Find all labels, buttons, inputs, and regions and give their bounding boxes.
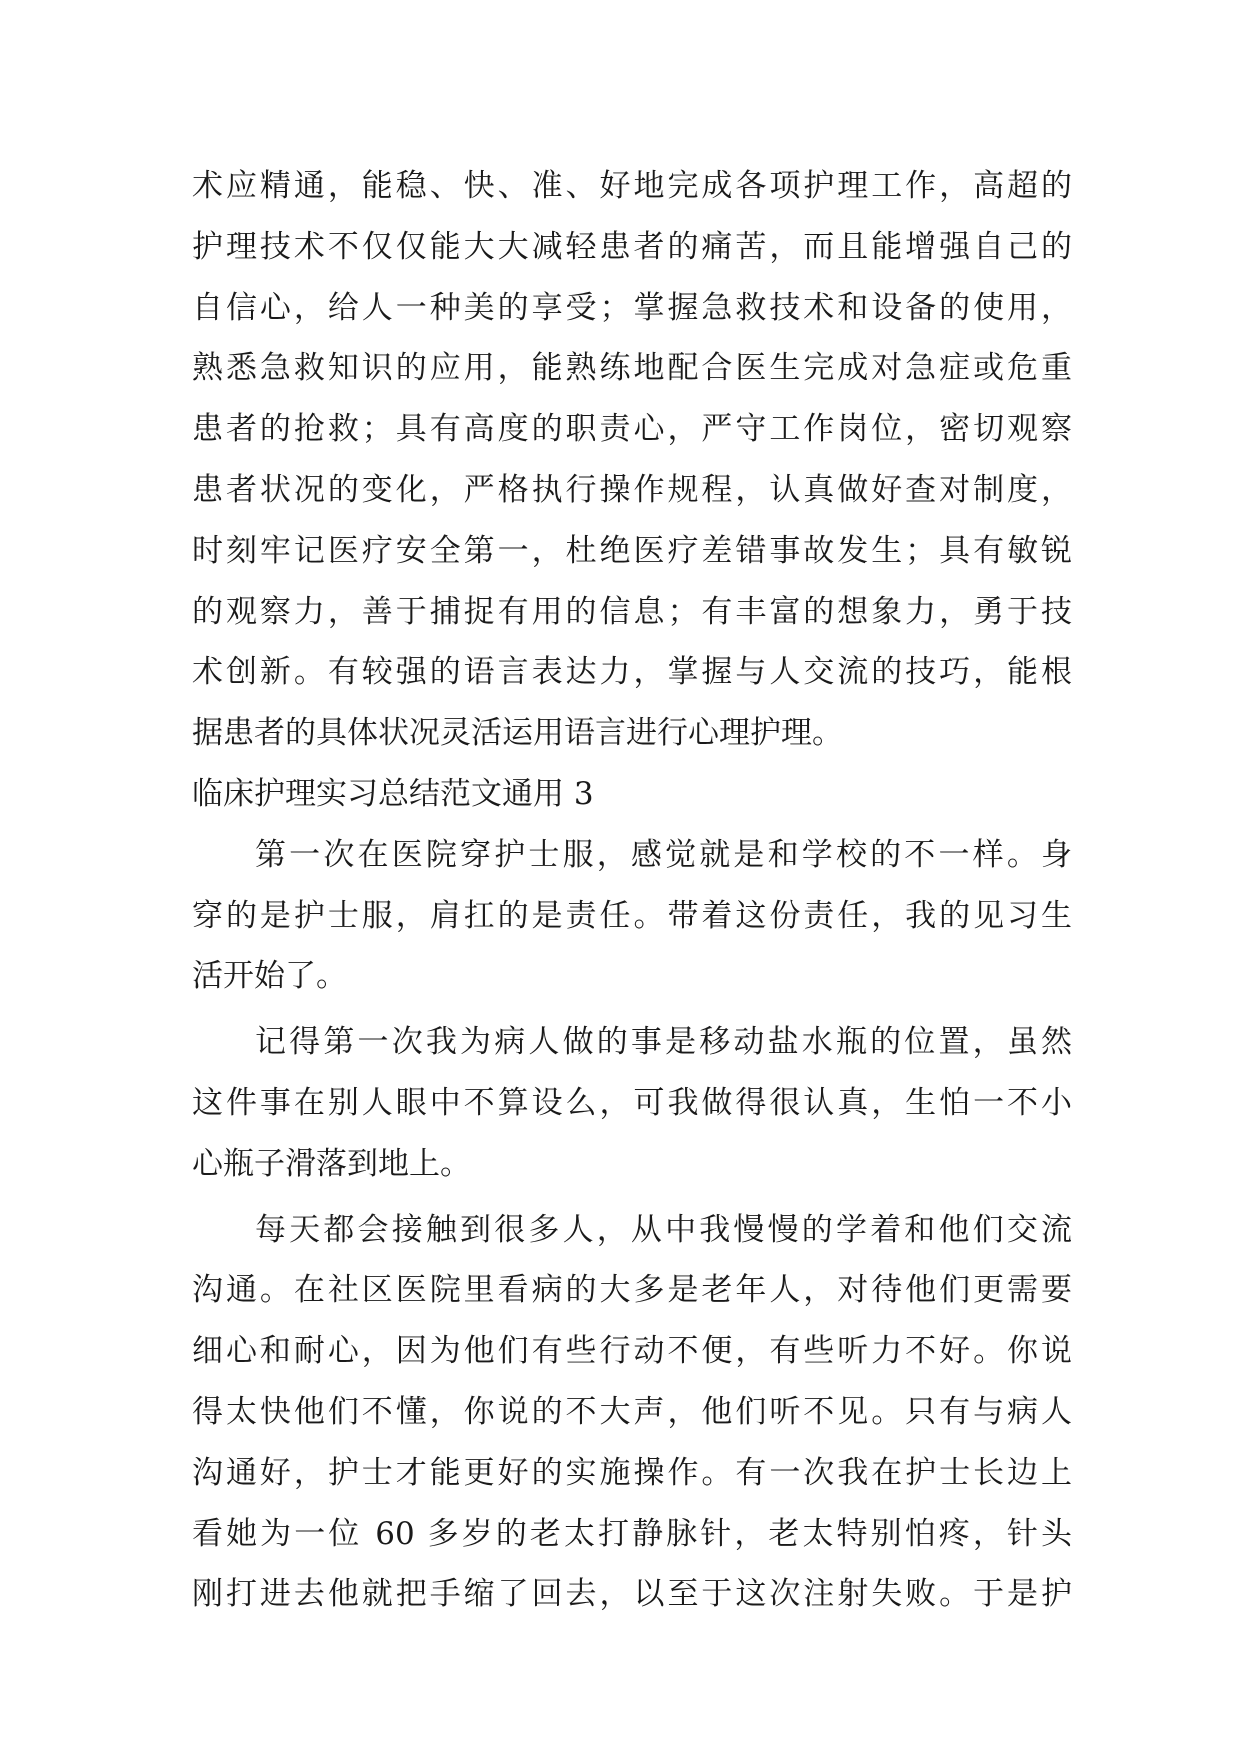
text-line: 患者的抢救；具有高度的职责心，严守工作岗位，密切观察 (192, 411, 1072, 448)
text-line: 得太快他们不懂，你说的不大声，他们听不见。只有与病人 (192, 1393, 1072, 1430)
paragraph (192, 825, 1072, 1007)
text-line: 术创新。有较强的语言表达力，掌握与人交流的技巧，能根 (192, 654, 1072, 691)
text-line: 每天都会接触到很多人，从中我慢慢的学着和他们交流 (255, 1211, 1072, 1248)
text-line: 第一次在医院穿护士服，感觉就是和学校的不一样。身 (255, 836, 1072, 873)
text-line: 细心和耐心，因为他们有些行动不便，有些听力不好。你说 (192, 1333, 1072, 1370)
text-line: 这件事在别人眼中不算设么，可我做得很认真，生怕一不小 (192, 1084, 1072, 1121)
text-line: 刚打进去他就把手缩了回去，以至于这次注射失败。于是护 (192, 1576, 1072, 1613)
text-line: 看她为一位 60 多岁的老太打静脉针，老太特别怕疼，针头 (192, 1515, 1072, 1552)
text-line: 熟悉急救知识的应用，能熟练地配合医生完成对急症或危重 (192, 350, 1072, 387)
text-line: 沟通好，护士才能更好的实施操作。有一次我在护士长边上 (192, 1454, 1072, 1491)
text-line: 心瓶子滑落到地上。 (192, 1145, 471, 1182)
text-line: 患者状况的变化，严格执行操作规程，认真做好查对制度， (192, 471, 1072, 508)
section-heading: 临床护理实习总结范文通用 3 (192, 775, 594, 812)
text-line: 术应精通，能稳、快、准、好地完成各项护理工作，高超的 (192, 168, 1072, 204)
text-line: 活开始了。 (192, 958, 347, 995)
text-line: 时刻牢记医疗安全第一，杜绝医疗差错事故发生；具有敏锐 (192, 532, 1072, 569)
text-line: 护理技术不仅仅能大大减轻患者的痛苦，而且能增强自己的 (192, 228, 1072, 265)
text-line: 据患者的具体状况灵活运用语言进行心理护理。 (192, 715, 843, 752)
text-line: 记得第一次我为病人做的事是移动盐水瓶的位置，虽然 (255, 1024, 1072, 1061)
text-line: 自信心，给人一种美的享受；掌握急救技术和设备的使用， (192, 289, 1072, 326)
text-line: 沟通。在社区医院里看病的大多是老年人，对待他们更需要 (192, 1272, 1072, 1309)
text-line: 的观察力，善于捕捉有用的信息；有丰富的想象力，勇于技 (192, 593, 1072, 630)
text-line: 穿的是护士服，肩扛的是责任。带着这份责任，我的见习生 (192, 897, 1072, 934)
paragraph (192, 1200, 1072, 1626)
paragraph (192, 1012, 1072, 1194)
document-body (192, 156, 1072, 1625)
continued-paragraph (192, 156, 1072, 764)
